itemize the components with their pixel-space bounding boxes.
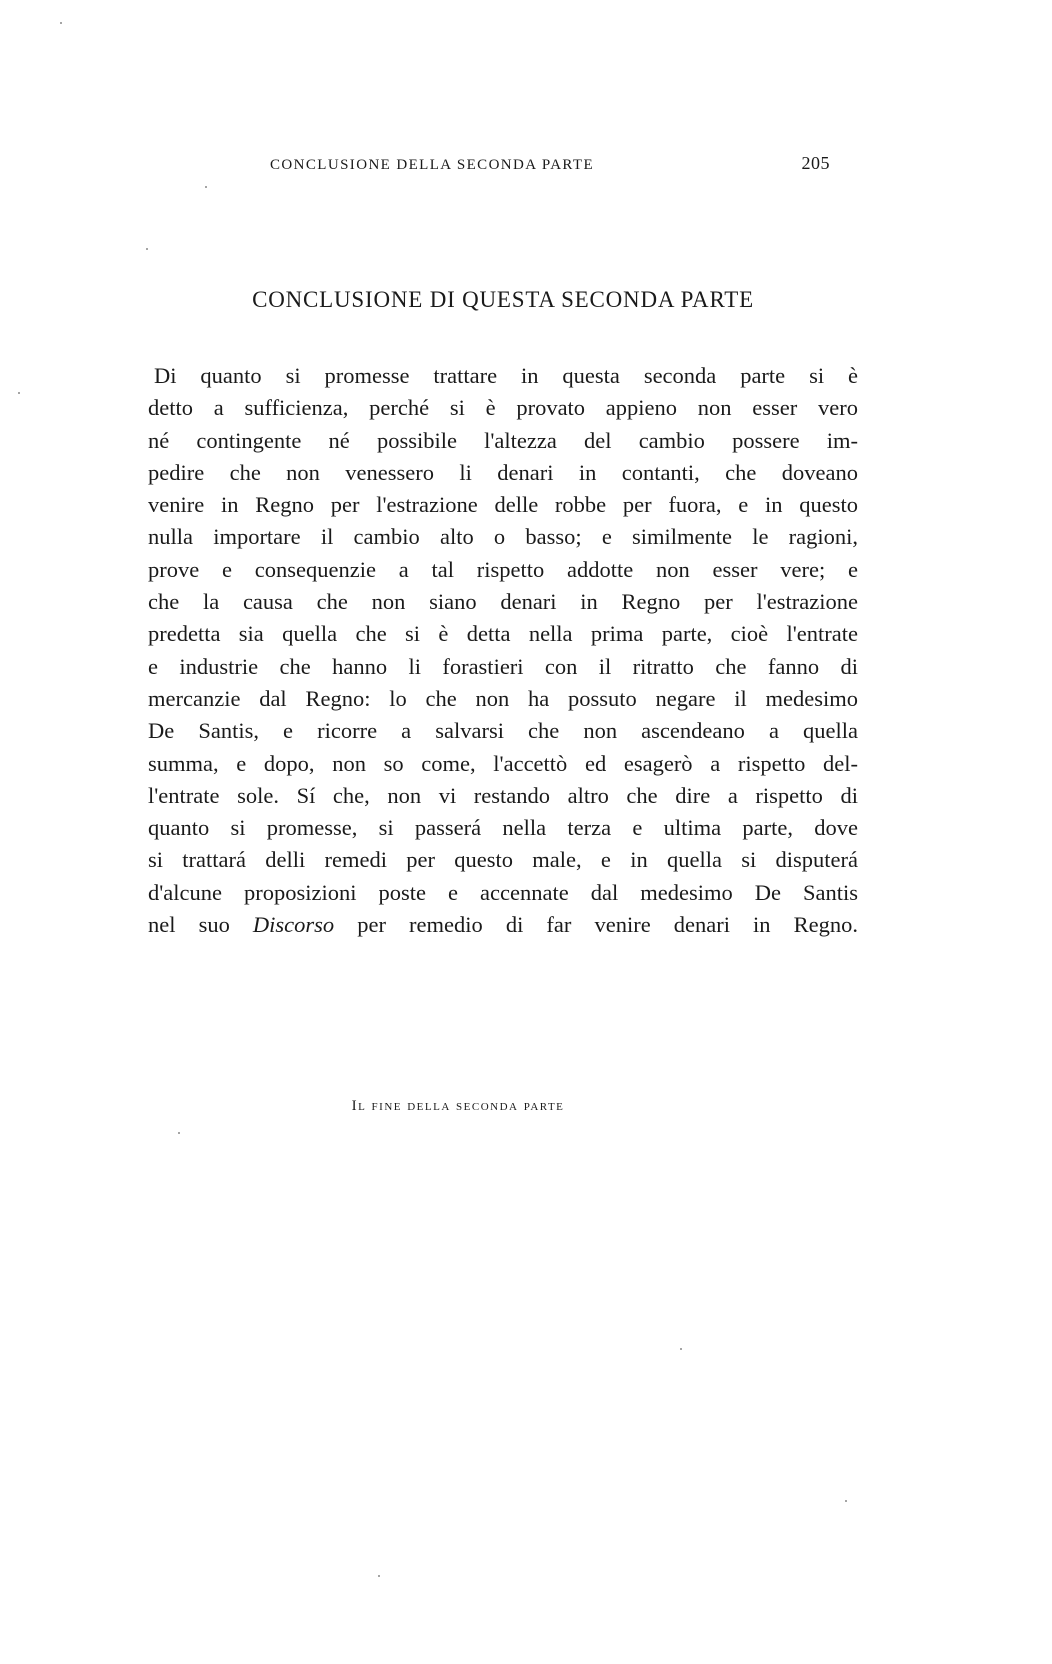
scan-speck — [178, 1132, 180, 1134]
text-line: né contingente né possibile l'altezza del cambio possere im- — [148, 427, 858, 453]
text-line: quanto si promesse, si passerá nella terza e ultima parte, dove — [148, 815, 858, 841]
text-line-last — [148, 909, 858, 941]
scan-speck — [60, 22, 62, 24]
text-line: predetta sia quella che si è detta nella prima parte, cioè l'entrate — [148, 621, 858, 647]
section-title: CONCLUSIONE DI QUESTA SECONDA PARTE — [252, 287, 754, 312]
text-segment: nel suo — [148, 912, 230, 938]
text-line: d'alcune proposizioni poste e accennate dal medesimo De Santis — [148, 879, 858, 905]
text-line: Di quanto si promesse trattare in questa seconda parte si è — [154, 363, 858, 388]
scan-speck — [680, 1348, 682, 1350]
body-paragraph — [148, 360, 858, 941]
book-title-italic: Discorso — [252, 912, 335, 938]
text-line: l'entrate sole. Sí che, non vi restando altro che dire a rispetto di — [148, 782, 858, 808]
scan-speck — [205, 186, 207, 188]
text-line: venire in Regno per l'estrazione delle robbe per fuora, e in questo — [148, 492, 858, 518]
scan-speck — [146, 248, 148, 250]
running-title: CONCLUSIONE DELLA SECONDA PARTE — [270, 157, 595, 173]
end-note: Il fine della seconda parte — [351, 1098, 565, 1114]
scan-speck — [845, 1500, 847, 1502]
text-line: e industrie che hanno li forastieri con il ritratto che fanno di — [148, 653, 858, 679]
text-line: nulla importare il cambio alto o basso; e similmente le ragioni, — [148, 524, 858, 550]
text-line: summa, e dopo, non so come, l'accettò ed esagerò a rispetto del- — [148, 750, 858, 776]
scan-speck — [18, 392, 20, 394]
running-head — [270, 153, 830, 174]
text-line: prove e consequenzie a tal rispetto addotte non esser vere; e — [148, 556, 858, 582]
text-line: detto a sufficienza, perché si è provato appieno non esser vero — [148, 395, 858, 421]
text-line: si trattará delli remedi per questo male, e in quella si disputerá — [148, 847, 858, 873]
text-line: De Santis, e ricorre a salvarsi che non ascendeano a quella — [148, 718, 858, 744]
text-line: mercanzie dal Regno: lo che non ha possuto negare il medesimo — [148, 685, 858, 711]
text-line: pedire che non venessero li denari in contanti, che doveano — [148, 459, 858, 485]
text-line: che la causa che non siano denari in Regno per l'estrazione — [148, 589, 858, 615]
text-segment: per remedio di far venire denari in Regno. — [357, 912, 858, 938]
scan-speck — [378, 1575, 380, 1577]
page-number: 205 — [801, 153, 830, 173]
